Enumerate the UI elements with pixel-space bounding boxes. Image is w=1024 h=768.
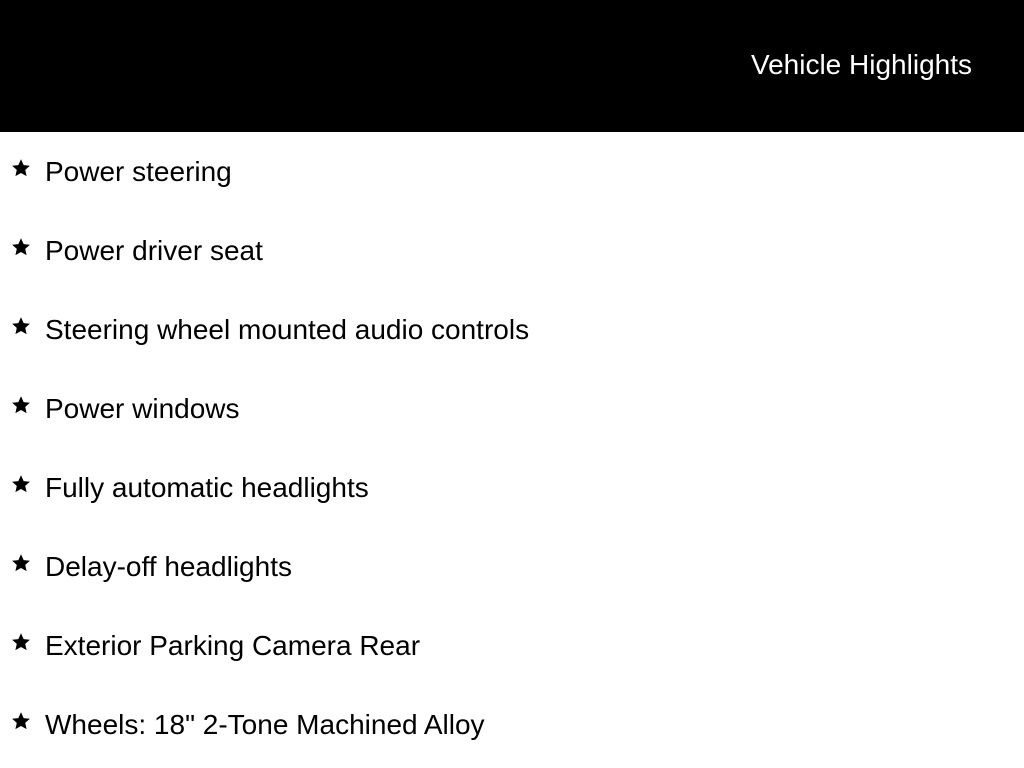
list-item <box>0 448 1024 527</box>
list-item-label: Fully automatic headlights <box>45 472 369 503</box>
list-item-label: Exterior Parking Camera Rear <box>45 630 421 661</box>
star-icon <box>10 236 32 258</box>
list-item <box>0 290 1024 369</box>
list-item-label: Power steering <box>45 156 232 187</box>
header-bar <box>0 0 1024 132</box>
list-item-label: Delay-off headlights <box>45 551 292 582</box>
list-item <box>0 527 1024 606</box>
star-icon <box>10 710 32 732</box>
highlights-list <box>0 132 1024 768</box>
list-item-label: Power driver seat <box>45 235 263 266</box>
list-item <box>0 211 1024 290</box>
list-item <box>0 685 1024 764</box>
list-item <box>0 132 1024 211</box>
star-icon <box>10 315 32 337</box>
star-icon <box>10 473 32 495</box>
list-item <box>0 369 1024 448</box>
star-icon <box>10 157 32 179</box>
star-icon <box>10 394 32 416</box>
list-item-label: Wheels: 18" 2-Tone Machined Alloy <box>45 709 485 740</box>
list-item <box>0 606 1024 685</box>
star-icon <box>10 552 32 574</box>
list-item-label: Power windows <box>45 393 240 424</box>
star-icon <box>10 631 32 653</box>
page-title: Vehicle Highlights <box>750 49 972 80</box>
list-item-label: Steering wheel mounted audio controls <box>45 314 530 345</box>
